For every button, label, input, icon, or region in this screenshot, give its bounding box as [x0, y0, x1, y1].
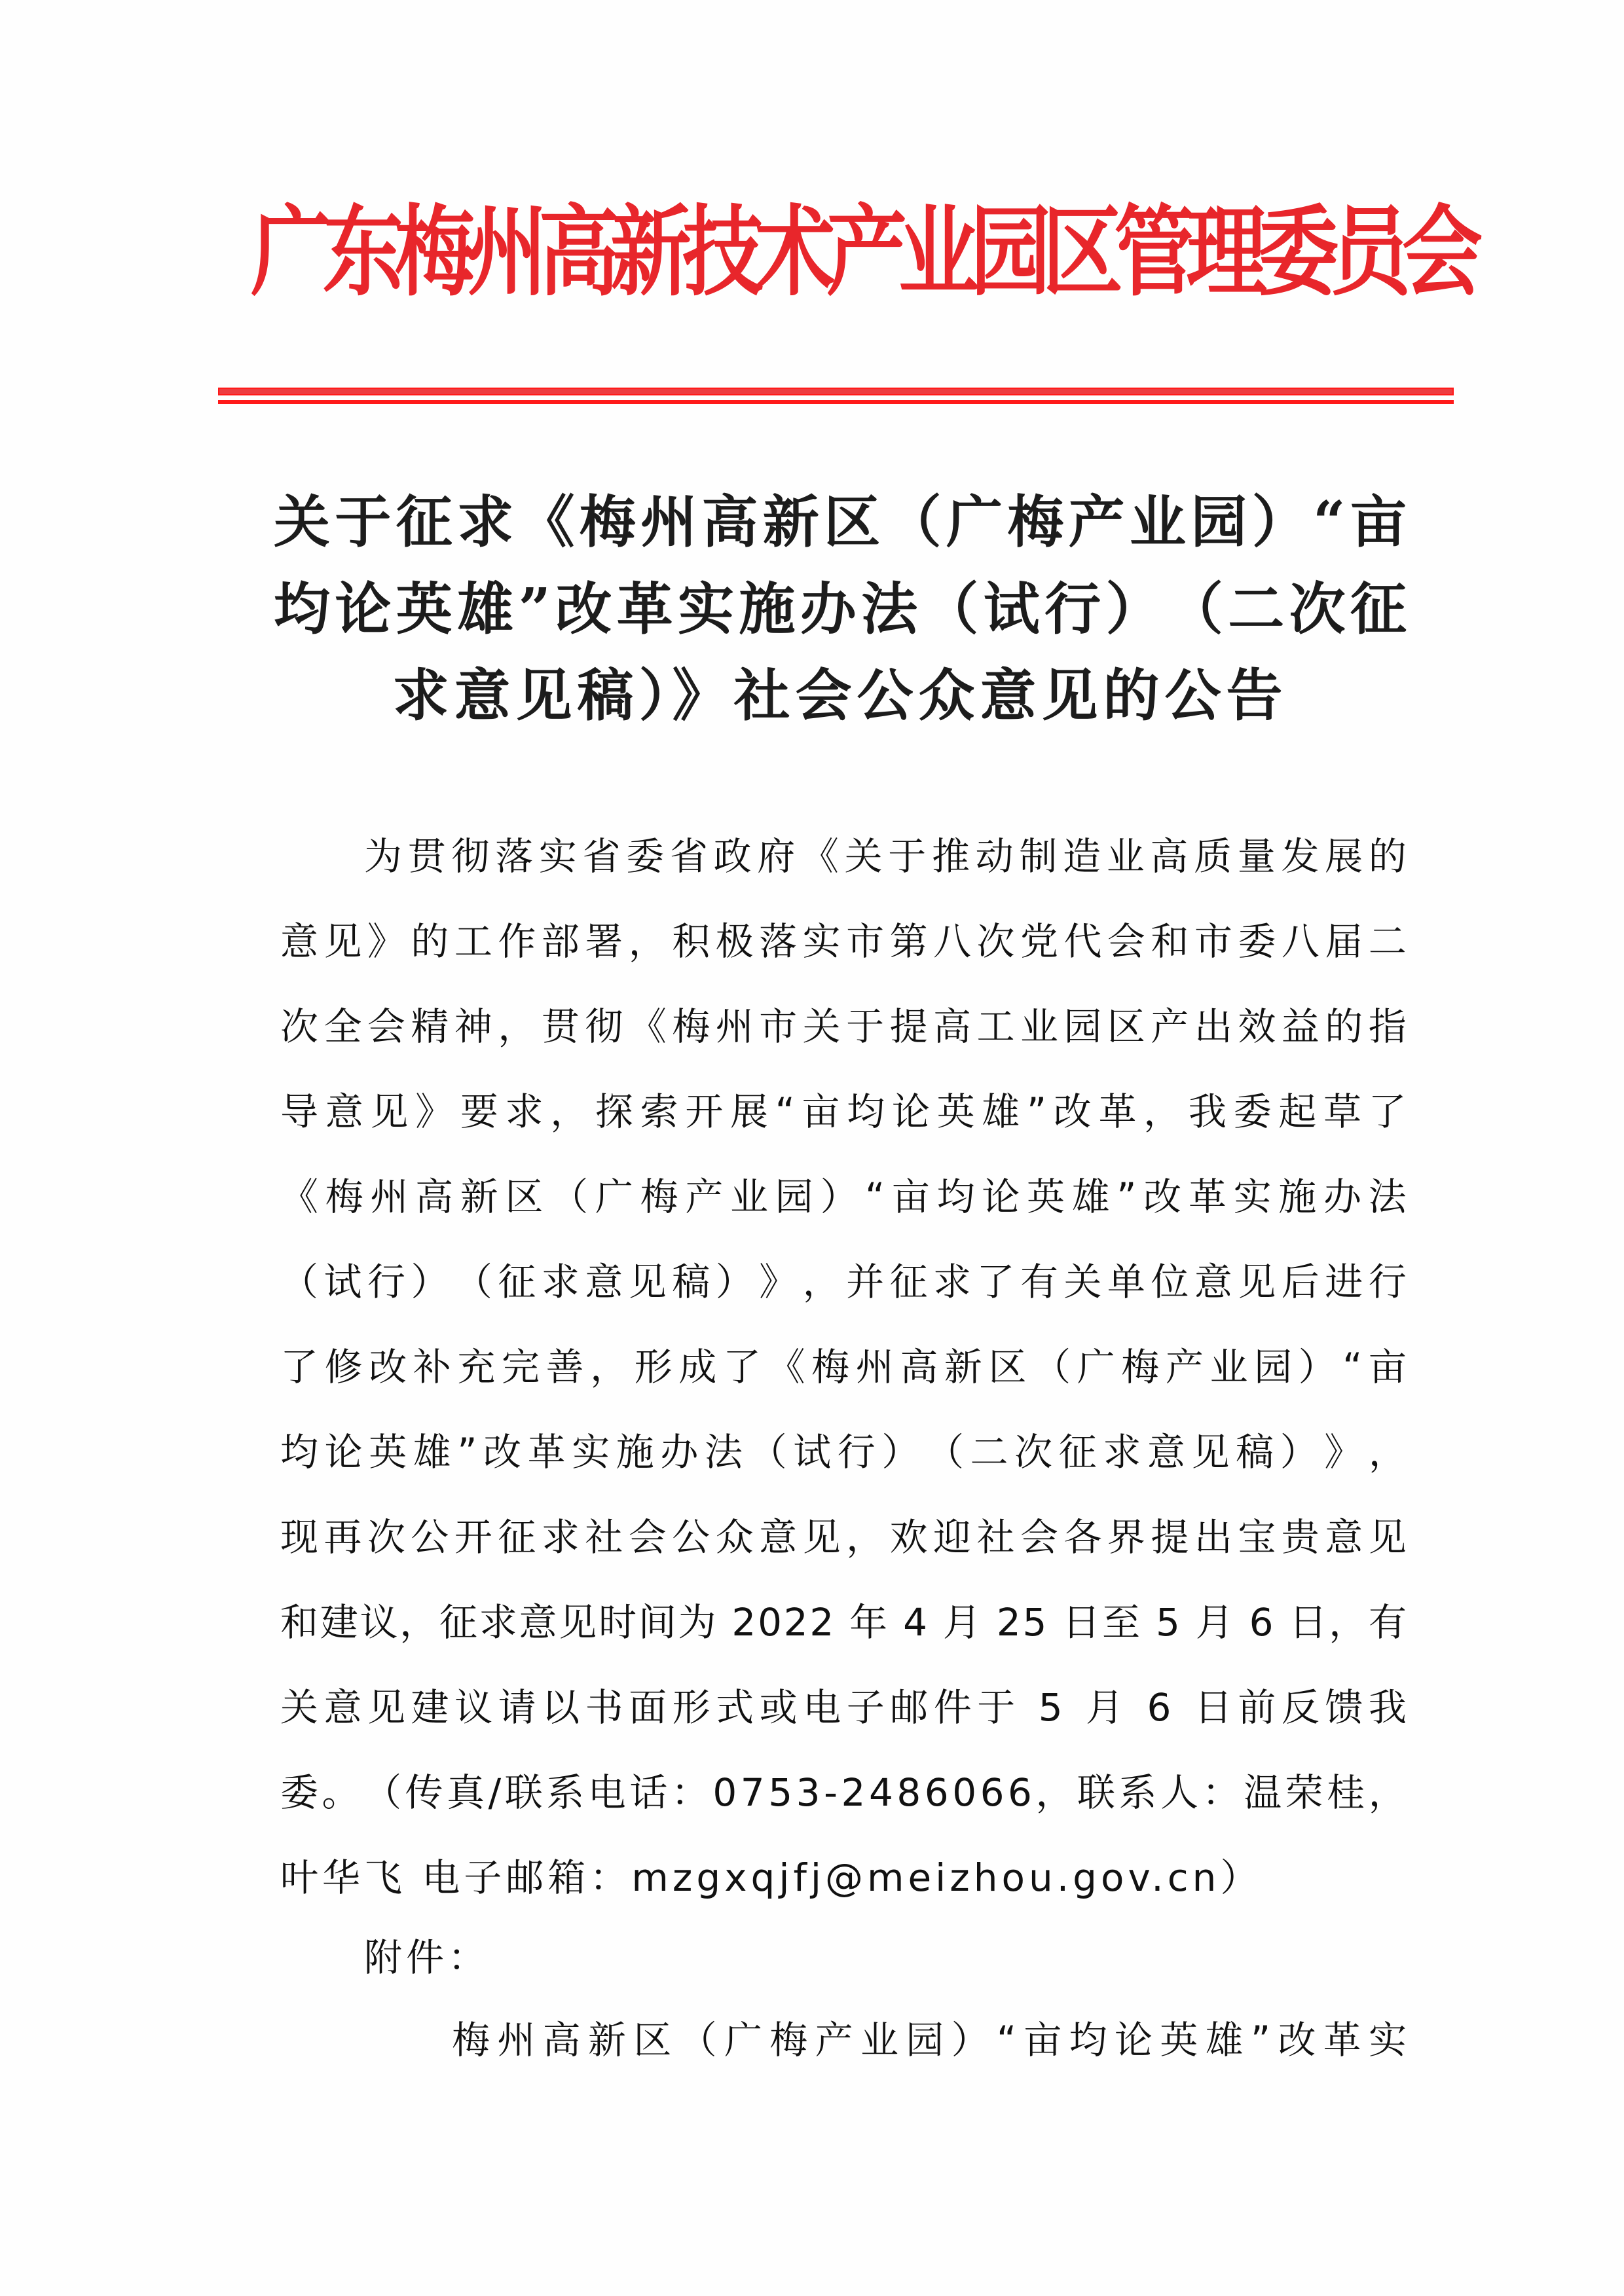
attachment-title-line: 梅 州 高 新 区 （ 广 梅 产 业 园 ） “ 亩 均 论 英 雄 ” 改 革 实 — [452, 2018, 1407, 2062]
body-line-11: 关 意 见 建 议 请 以 书 面 形 式 或 电 子 邮 件 于 5 月 6 日 前 反 馈 我 — [280, 1685, 1407, 1730]
attachment-label: 附件： — [364, 1935, 490, 1980]
body-line-2: 意 见 》 的 工 作 部 署 ， 积 极 落 实 市 第 八 次 党 代 会 和 市 委 八 届 二 — [280, 919, 1407, 964]
notice-title-line-1: 关 于 征 求 《 梅 州 高 新 区 （ 广 梅 产 业 园 ） “ 亩 — [274, 489, 1407, 555]
notice-title-line-2: 均 论 英 雄 ” 改 革 实 施 办 法 （ 试 行 ） （ 二 次 征 — [274, 576, 1407, 642]
body-line-3: 次 全 会 精 神 ， 贯 彻 《 梅 州 市 关 于 提 高 工 业 园 区 产 出 效 益 的 指 — [280, 1004, 1407, 1049]
body-line-7: 了 修 改 补 充 完 善 ， 形 成 了 《 梅 州 高 新 区 （ 广 梅 产 业 园 ） “ 亩 — [280, 1345, 1407, 1389]
body-line-6: （ 试 行 ） （ 征 求 意 见 稿 ） 》 ， 并 征 求 了 有 关 单 位 意 见 后 进 行 — [280, 1260, 1407, 1304]
body-line-10: 和 建 议 ， 征 求 意 见 时 间 为 2 0 2 2 年 4 月 2 5 日 至 5 月 6 日 ， 有 — [280, 1600, 1407, 1645]
body-line-1: 为 贯 彻 落 实 省 委 省 政 府 《 关 于 推 动 制 造 业 高 质 量 发 展 的 — [364, 834, 1407, 879]
body-line-13-contact-email: 叶华飞 电子邮箱：mzgxqjfj@meizhou.gov.cn） — [280, 1855, 1263, 1900]
letterhead-organization-name: 广东梅州高新技术产业园区管理委员会 — [251, 194, 1474, 310]
body-line-8: 均 论 英 雄 ” 改 革 实 施 办 法 （ 试 行 ） （ 二 次 征 求 意 见 稿 ） 》 ， — [280, 1430, 1407, 1474]
body-line-12: 委 。 （ 传 真 / 联 系 电 话 ： 0 7 5 3 - 2 4 8 6 0 6 6 ， 联 系 人 ： 温 荣 桂 ， — [280, 1770, 1407, 1815]
body-line-5: 《 梅 州 高 新 区 （ 广 梅 产 业 园 ） “ 亩 均 论 英 雄 ” 改 革 实 施 办 法 — [280, 1175, 1407, 1219]
notice-title-line-3: 求意见稿）》社会公众意见的公告 — [392, 663, 1288, 729]
body-line-4: 导 意 见 》 要 求 ， 探 索 开 展 “ 亩 均 论 英 雄 ” 改 革 ， 我 委 起 草 了 — [280, 1089, 1407, 1134]
body-line-9: 现 再 次 公 开 征 求 社 会 公 众 意 见 ， 欢 迎 社 会 各 界 提 出 宝 贵 意 见 — [280, 1515, 1407, 1559]
letterhead-red-rule-thin — [218, 400, 1454, 404]
letterhead-red-rule-thick — [218, 388, 1454, 395]
